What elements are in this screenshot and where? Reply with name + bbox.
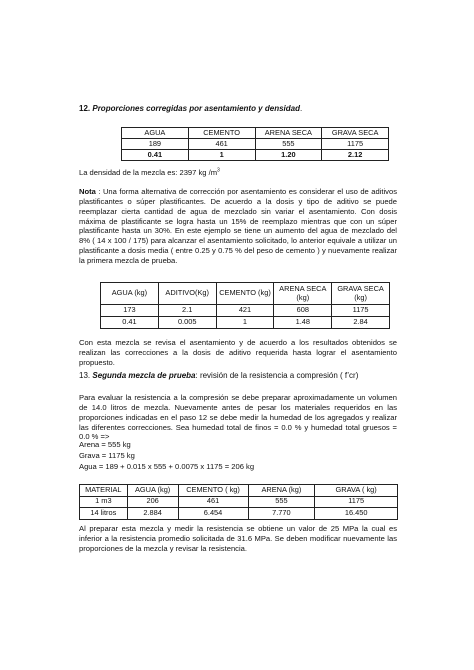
- table-header-cell: GRAVA SECA: [322, 128, 389, 139]
- grava-calc: Grava = 1175 kg: [79, 451, 135, 460]
- table-cell: 16.450: [315, 508, 398, 520]
- additive-table: [100, 282, 390, 329]
- section-12-number: 12.: [79, 104, 91, 113]
- table-header-cell: AGUA (kg): [101, 283, 159, 305]
- slump-revision-paragraph: Con esta mezcla se revisa el asentamiento y de acuerdo a los resultados obtenidos se realizan las correcciones a la dosis de aditivo requerida hasta lograr el asentamiento propuesto.: [79, 338, 397, 367]
- nota-label: Nota: [79, 187, 96, 196]
- table-row: [101, 317, 390, 329]
- table-row: [80, 508, 398, 520]
- density-text: La densidad de la mezcla es: 2397 kg /m: [79, 168, 218, 177]
- section-12-suffix: .: [299, 104, 303, 113]
- table-cell: 1175: [315, 496, 398, 508]
- table-cell: 555: [248, 496, 315, 508]
- table-cell: 2.12: [322, 150, 389, 161]
- table-row: [80, 496, 398, 508]
- table-cell: 206: [127, 496, 178, 508]
- section-13-heading: [79, 371, 358, 381]
- agua-calc: Agua = 189 + 0.015 x 555 + 0.0075 x 1175 = 206 kg: [79, 462, 255, 471]
- table-cell: 0.41: [101, 317, 159, 329]
- table-cell: 461: [188, 139, 255, 150]
- table-cell: 0.41: [122, 150, 189, 161]
- table-header-cell: AGUA (kg): [127, 485, 178, 497]
- section-12-title: Proporciones corregidas por asentamiento y densidad: [92, 104, 300, 113]
- table-header-cell: GRAVA ( kg): [315, 485, 398, 497]
- table-cell: 173: [101, 305, 159, 317]
- table-cell: 1: [188, 150, 255, 161]
- table-cell: 2.84: [332, 317, 390, 329]
- table-header-cell: MATERIAL: [80, 485, 128, 497]
- table-header-cell: ARENA SECA: [255, 128, 322, 139]
- table-cell: 555: [255, 139, 322, 150]
- table-cell: 7.770: [248, 508, 315, 520]
- table-cell: 189: [122, 139, 189, 150]
- table-header-row: [122, 128, 389, 139]
- density-exponent: 3: [217, 167, 220, 174]
- table-cell: 2.1: [158, 305, 216, 317]
- section-13-title: Segunda mezcla de prueba: [92, 371, 196, 380]
- table-cell: 1.48: [274, 317, 332, 329]
- section-13-rest: : revisión de la resistencia a compresión ( f’cr): [195, 371, 359, 380]
- section-13-number: 13.: [79, 371, 91, 380]
- table-header-cell: GRAVA SECA (kg): [332, 283, 390, 305]
- table-cell: 0.005: [158, 317, 216, 329]
- nota-text: : Una forma alternativa de corrección por asentamiento es considerar el uso de aditivos plastificantes o súper plastificantes. De acuerdo a la dosis y tipo de aditivo se puede reemplazar cierta cantidad de agua de mezclado sin variar el asentamiento. Con dosis máxima de plastificante se logra hasta un 15% de reemplazo mientras que con un súper plastificante hasta un 30%. En este ejemplo se tiene un aumento del agua de mezclado del 8% ( 14 x 100 / 175) para alcanzar el asentamiento solicitado, lo anterior equivale a utilizar un plastificante a dosis media ( entre 0.25 y 0.75 % del peso de cemento ) y nuevamente realizar la primera mezcla de prueba.: [79, 187, 397, 266]
- proportions-table: [121, 127, 389, 161]
- table-header-cell: CEMENTO: [188, 128, 255, 139]
- table-cell: 1: [216, 317, 274, 329]
- table-row: [122, 139, 389, 150]
- table-row: [101, 305, 390, 317]
- table-header-cell: ARENA SECA (kg): [274, 283, 332, 305]
- nota-paragraph: [79, 187, 397, 266]
- table-header-cell: ARENA (kg): [248, 485, 315, 497]
- table-header-cell: CEMENTO (kg): [216, 283, 274, 305]
- table-cell: 1 m3: [80, 496, 128, 508]
- table-cell: 421: [216, 305, 274, 317]
- batch-table: [79, 484, 398, 520]
- conclusion-paragraph: Al preparar esta mezcla y medir la resistencia se obtiene un valor de 25 MPa la cual es inferior a la resistencia promedio solicitada de 31.6 MPa. Se deben modificar nuevamente las proporciones de la mezcla y revisar la resistencia.: [79, 524, 397, 553]
- arena-calc: Arena = 555 kg: [79, 440, 131, 449]
- table-cell: 1.20: [255, 150, 322, 161]
- section-12-heading: [79, 104, 302, 114]
- table-cell: 14 litros: [80, 508, 128, 520]
- table-header-row: [101, 283, 390, 305]
- table-cell: 1175: [332, 305, 390, 317]
- table-cell: 2.884: [127, 508, 178, 520]
- table-cell: 461: [178, 496, 248, 508]
- table-cell: 608: [274, 305, 332, 317]
- table-header-row: [80, 485, 398, 497]
- table-header-cell: ADITIVO(Kg): [158, 283, 216, 305]
- table-cell: 6.454: [178, 508, 248, 520]
- strength-evaluation-paragraph: Para evaluar la resistencia a la compresión se debe preparar aproximadamente un volumen de 14.0 litros de mezcla. Nuevamente antes de pesar los materiales requeridos en las proporciones indicadas en el paso 12 se debe medir la humedad de los agregados y realizar las diferentes correcciones. Sea humedad total de finos = 0.0 % y humedad total gruesos = 0.0 % =>: [79, 393, 397, 442]
- table-row: [122, 150, 389, 161]
- density-line: [79, 168, 220, 178]
- table-header-cell: CEMENTO ( kg): [178, 485, 248, 497]
- table-header-cell: AGUA: [122, 128, 189, 139]
- table-cell: 1175: [322, 139, 389, 150]
